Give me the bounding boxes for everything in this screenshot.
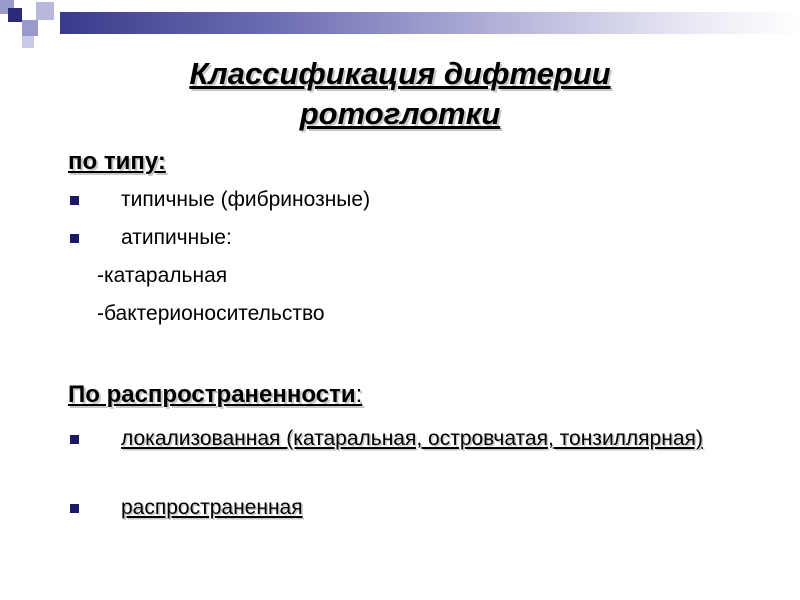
section-heading-spread [68, 381, 362, 409]
section-heading-text: По распространенности [68, 381, 356, 408]
square-bullet-icon [70, 196, 79, 205]
list-item-label: типичные (фибринозные) [121, 188, 371, 211]
square-bullet-icon [70, 504, 79, 513]
sub-list-item: -бактерионосительство [97, 302, 325, 325]
section-heading-colon: : [355, 381, 363, 408]
section-heading-type: по типу: [68, 148, 166, 175]
decor-square [8, 8, 22, 22]
sub-list-item: -катаральная [97, 264, 228, 287]
list-item-label: атипичные: [121, 226, 232, 249]
square-bullet-icon [70, 234, 79, 243]
header-gradient-bar [60, 12, 800, 34]
slide-title: Классификация дифтерии ротоглотки [189, 56, 611, 131]
decor-square [36, 2, 54, 20]
decor-square [22, 36, 34, 48]
list-item-label: локализованная (катаральная, островчатая, тонзиллярная) [121, 427, 703, 450]
square-bullet-icon [70, 435, 79, 444]
decor-square [22, 20, 38, 36]
list-item-label: распространенная [121, 496, 303, 519]
decor-square [0, 22, 10, 36]
